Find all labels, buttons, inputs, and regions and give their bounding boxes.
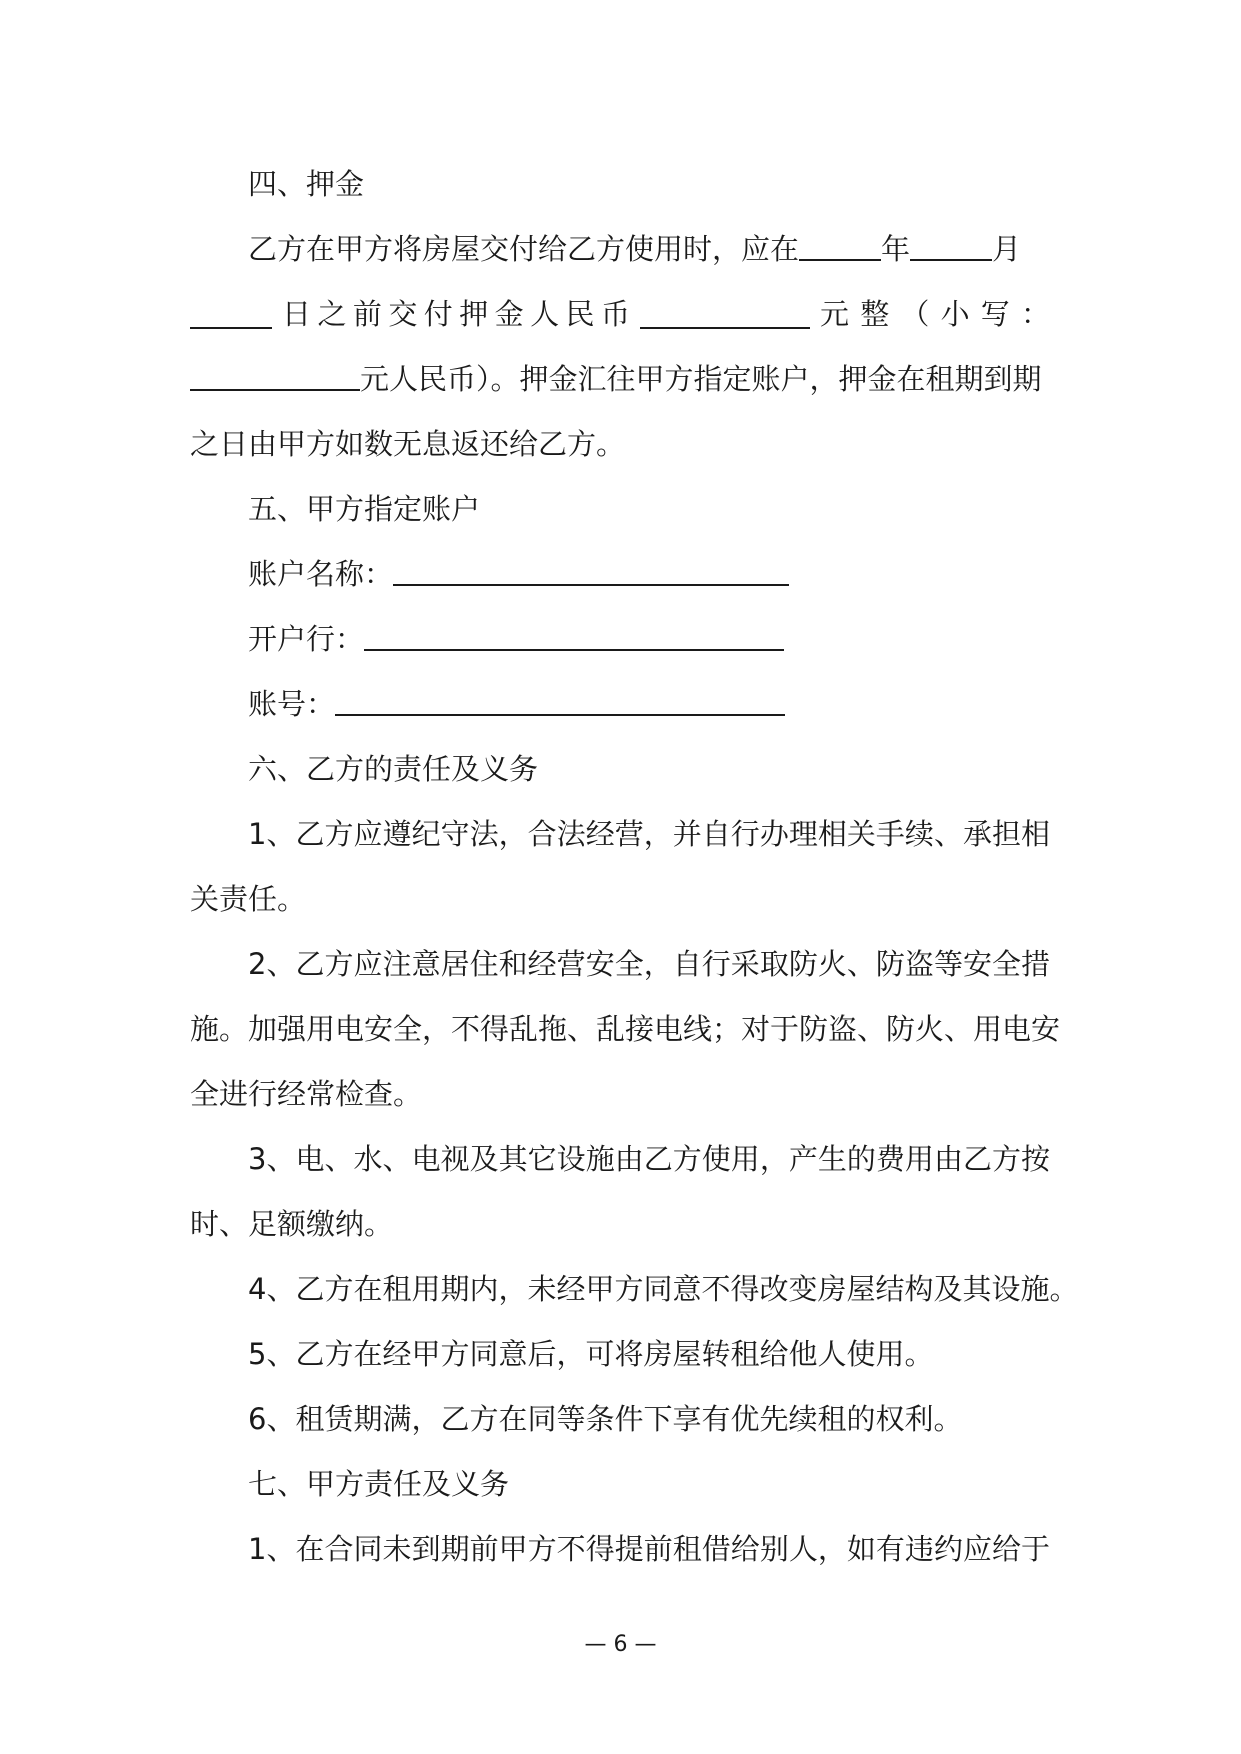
bank-label: 开户行： [248, 622, 365, 656]
s6-item-2-line-2: 施。加强用电安全，不得乱拖、乱接电线；对于防盗、防火、用电安 [190, 1012, 1061, 1046]
section-4-line-1 [248, 229, 1021, 269]
s7-item-1-line-1: 1、在合同未到期前甲方不得提前租借给别人，如有违约应给于 [248, 1532, 1050, 1566]
deposit-month-blank[interactable] [910, 231, 992, 261]
s6-item-3-line-1: 3、电、水、电视及其它设施由乙方使用，产生的费用由乙方按 [248, 1142, 1050, 1176]
deposit-amount-blank[interactable] [640, 299, 810, 329]
deposit-text-month: 月 [992, 232, 1022, 266]
account-name-blank[interactable] [393, 556, 789, 586]
s6-item-5: 5、乙方在经甲方同意后，可将房屋转租给他人使用。 [248, 1337, 934, 1371]
account-number-row [248, 684, 785, 724]
section-5-heading: 五、甲方指定账户 [248, 492, 481, 526]
page-number: — 6 — [584, 1632, 657, 1657]
s6-item-1-line-1: 1、乙方应遵纪守法，合法经营，并自行办理相关手续、承担相 [248, 817, 1050, 851]
s6-item-6: 6、租赁期满，乙方在同等条件下享有优先续租的权利。 [248, 1402, 963, 1436]
bank-row [248, 619, 784, 659]
deposit-year-blank[interactable] [799, 231, 881, 261]
section-6-heading: 六、乙方的责任及义务 [248, 752, 539, 786]
s6-item-4: 4、乙方在租用期内，未经甲方同意不得改变房屋结构及其设施。 [248, 1272, 1079, 1306]
s6-item-2-line-1: 2、乙方应注意居住和经营安全，自行采取防火、防盗等安全措 [248, 947, 1050, 981]
section-4-heading: 四、押金 [248, 167, 365, 201]
account-name-label: 账户名称： [248, 557, 394, 591]
deposit-lowercase-blank[interactable] [190, 361, 360, 391]
account-number-blank[interactable] [335, 686, 785, 716]
deposit-text-b: 日之前交付押金人民币 [282, 297, 630, 331]
s6-item-3-line-2: 时、足额缴纳。 [190, 1207, 394, 1241]
section-4-line-4: 之日由甲方如数无息返还给乙方。 [190, 427, 626, 461]
s6-item-2-line-3: 全进行经常检查。 [190, 1077, 423, 1111]
bank-blank[interactable] [364, 621, 784, 651]
deposit-day-blank[interactable] [190, 299, 272, 329]
deposit-text-year: 年 [881, 232, 911, 266]
deposit-text-a: 乙方在甲方将房屋交付给乙方使用时，应在 [248, 232, 800, 266]
section-7-heading: 七、甲方责任及义务 [248, 1467, 510, 1501]
section-4-line-3 [190, 359, 1042, 399]
deposit-text-c: 元整（小写： [820, 297, 1050, 331]
deposit-text-d: 元人民币）。押金汇往甲方指定账户，押金在租期到期 [360, 362, 1042, 396]
s6-item-1-line-2: 关责任。 [190, 882, 307, 916]
account-number-label: 账号： [248, 687, 336, 721]
account-name-row [248, 554, 789, 594]
section-4-line-2 [190, 294, 1050, 334]
